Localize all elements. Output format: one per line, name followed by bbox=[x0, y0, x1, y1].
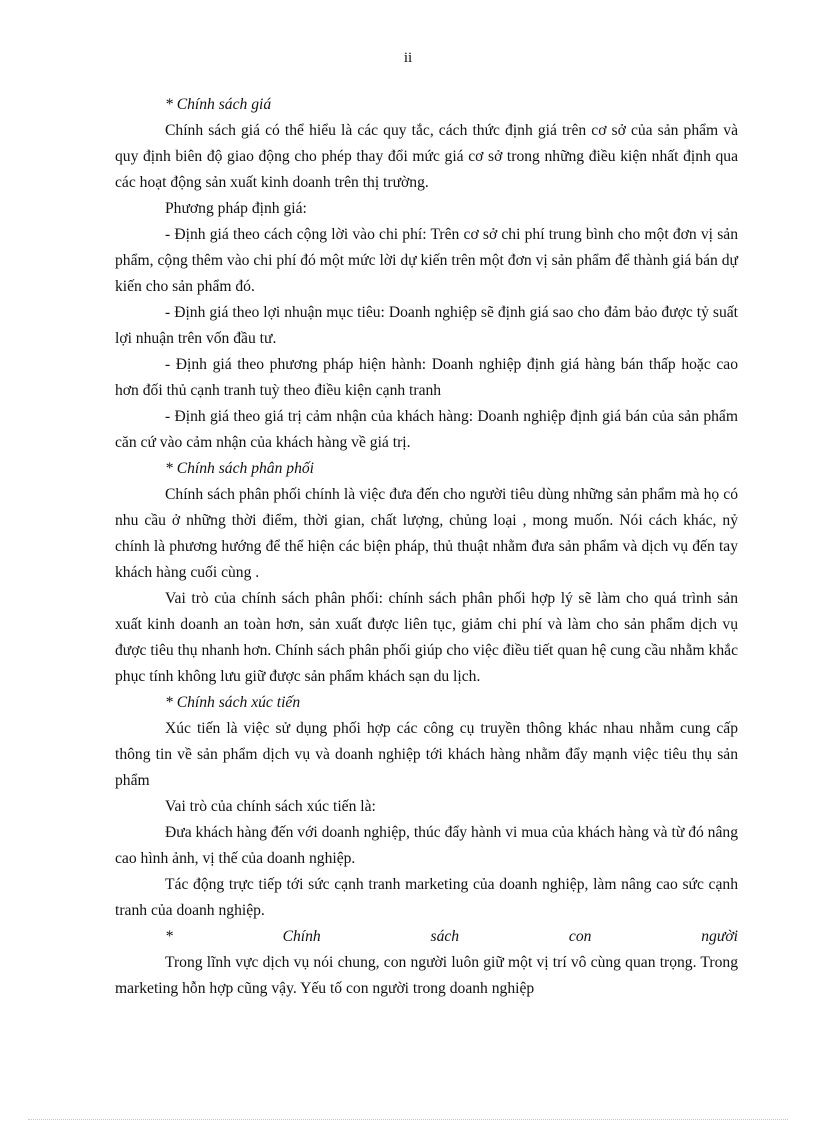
paragraph: Vai trò của chính sách phân phối: chính sách phân phối hợp lý sẽ làm cho quá trình sản xuất kinh doanh an toàn hơn, sản xuất được liên tục, giảm chi phí và làm cho sản phẩm dịch vụ được tiêu thụ nhanh hơn. Chính sách phân phối giúp cho việc điều tiết quan hệ cung cầu nhằm khắc phục tính không lưu giữ được sản phẩm khách sạn du lịch. bbox=[115, 590, 738, 685]
paragraph: Xúc tiến là việc sử dụng phối hợp các công cụ truyền thông khác nhau nhằm cung cấp thông tin về sản phẩm dịch vụ và doanh nghiệp tới khách hàng nhằm đẩy mạnh việc tiêu thụ sản phẩm bbox=[115, 720, 738, 789]
paragraph: - Định giá theo lợi nhuận mục tiêu: Doanh nghiệp sẽ định giá sao cho đảm bảo được tỷ suất lợi nhuận trên vốn đầu tư. bbox=[115, 304, 738, 347]
heading-word: người bbox=[701, 928, 738, 945]
page-bottom-border bbox=[28, 1119, 788, 1120]
paragraph: Tác động trực tiếp tới sức cạnh tranh marketing của doanh nghiệp, làm nâng cao sức cạnh tranh của doanh nghiệp. bbox=[115, 876, 738, 919]
document-body bbox=[115, 92, 738, 1002]
paragraph: Vai trò của chính sách xúc tiến là: bbox=[165, 798, 376, 815]
heading-distribution-policy: * Chính sách phân phối bbox=[165, 460, 315, 477]
paragraph: Trong lĩnh vực dịch vụ nói chung, con người luôn giữ một vị trí vô cùng quan trọng. Trong marketing hỗn hợp cũng vậy. Yếu tố con người trong doanh nghiệp bbox=[115, 954, 738, 997]
heading-word: Chính bbox=[282, 928, 321, 945]
heading-promotion-policy: * Chính sách xúc tiến bbox=[165, 694, 301, 711]
page-number: ii bbox=[403, 50, 413, 66]
paragraph: Chính sách giá có thể hiểu là các quy tắc, cách thức định giá trên cơ sở của sản phẩm và quy định biên độ giao động cho phép thay đổi mức giá cơ sở trong những điều kiện nhất định qua các hoạt động sản xuất kinh doanh trên thị trường. bbox=[115, 122, 738, 191]
paragraph: Đưa khách hàng đến với doanh nghiệp, thúc đẩy hành vi mua của khách hàng và từ đó nâng cao hình ảnh, vị thế của doanh nghiệp. bbox=[115, 824, 738, 867]
heading-word: sách bbox=[430, 928, 460, 945]
paragraph: - Định giá theo phương pháp hiện hành: Doanh nghiệp định giá hàng bán thấp hoặc cao hơn đối thủ cạnh tranh tuỳ theo điều kiện cạnh tranh bbox=[115, 356, 738, 399]
heading-word: con bbox=[568, 928, 592, 945]
paragraph: - Định giá theo cách cộng lời vào chi phí: Trên cơ sở chi phí trung bình cho một đơn vị sản phẩm, cộng thêm vào chi phí đó một mức lời dự kiến trên một đơn vị sản phẩm để thành giá bán dự kiến cho sản phẩm đó. bbox=[115, 226, 738, 295]
paragraph: - Định giá theo giá trị cảm nhận của khách hàng: Doanh nghiệp định giá bán của sản phẩm căn cứ vào cảm nhận của khách hàng về giá trị. bbox=[115, 408, 738, 451]
heading-people-policy bbox=[115, 924, 738, 950]
paragraph: Chính sách phân phối chính là việc đưa đến cho người tiêu dùng những sản phẩm mà họ có nhu cầu ở những thời điểm, thời gian, chất lượng, chủng loại , mong muốn. Nói cách khác, nỷ chính là phương hướng để thể hiện các biện pháp, thủ thuật nhằm đưa sản phẩm và dịch vụ đến tay khách hàng cuối cùng . bbox=[115, 486, 738, 581]
heading-price-policy: * Chính sách giá bbox=[165, 96, 272, 113]
heading-word: * bbox=[165, 928, 173, 945]
paragraph: Phương pháp định giá: bbox=[165, 200, 307, 217]
